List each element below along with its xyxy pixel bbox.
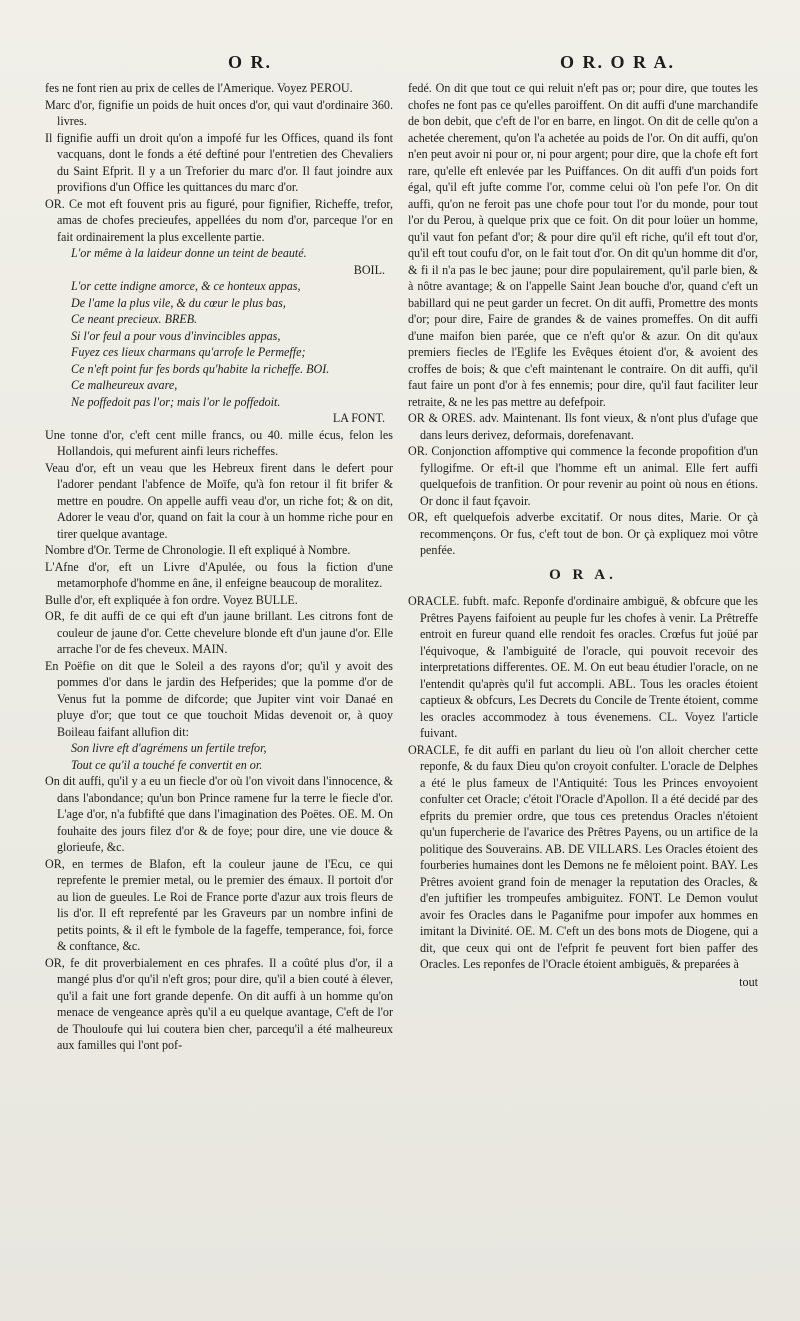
right-column-entry-2: OR. Conjonction affomptive qui commence la feconde propofition d'un fyllogifme. Or eft-il que l'homme eft un animal. Elle fert auffi quelquefois de tranfition. Or pour revenir au point où nous en étions. Or donc il faut fçavoir. — [408, 444, 758, 508]
left-column-verse-7: De l'ame la plus vile, & du cœur le plus bas, — [71, 295, 286, 310]
right-column-cont-0: fedé. On dit que tout ce qui reluit n'eft pas or; pour dire, que toutes les chofes ne font pas ce qu'elles paroiffent. On dit auffi d'une marchandife de bon debit, que c'eft de l'or en barre, en lingot. On dit de celle qu'on a achetée cherement, qu'on l'a achetée au poids de l'or. On dit auffi, qu'on n'en peut avoir ni pour or, ni pour argent; pour dire, que la chofe eft fort rare, qu'elle eft enlevée par les Puiffances. On dit auffi d'un poids fort égal, qu'il eft jufte comme l'or, comme celui où l'on pefe l'or. On dit auffi, qu'on ne feroit pas une chofe pour tout l'or du monde, pour tout l'or du Perou, à quelque prix que ce foit. On dit pour loüer un homme, qu'il vaut fon pefant d'or; & pour dire qu'il eft riche, qu'il eft tout d'or, qu'il eft tout coufu d'or, on le fait tout d'or. On dit qu'un homme dit d'or, & fi il n'a pas le bec jaune; pour dire populairement, qu'il parle bien, & à nôtre avantage; & on l'appelle Saint Jean bouche d'or, quand c'eft un babillard qui ne peut garder un fecret. On dit auffi, Promettre des monts d'or; pour dire, Faire de grandes & de vaines promeffes. On dit auffi d'une maifon bien parée, que ce n'eft qu'or & azur. On dit qu'aux premiers fiecles de l'Eglife les Evêques étoient d'or, & avoient des croffes de bois; & que c'eft maintenant le contraire. On dit auffi, qu'il faut faire un pont d'or à fes ennemis; pour dire, qu'il faut faciliter leur retraite, & ne les pas mettre au defefpoir. — [408, 81, 758, 409]
left-column-verse-11: Ce n'eft point fur fes bords qu'habite la richeffe. BOI. — [71, 361, 330, 376]
left-column-verse-10: Fuyez ces lieux charmans qu'arrofe le Permeffe; — [71, 345, 306, 359]
left-column-verse-12: Ce malheureux avare, — [71, 378, 178, 392]
left-column-entry-19: Bulle d'or, eft expliquée à fon ordre. Voyez BULLE. — [45, 592, 298, 607]
running-head-right: O R. O R A. — [560, 52, 676, 72]
right-column-center-4: O R A. — [549, 566, 617, 583]
right-column-entry-6: ORACLE, fe dit auffi en parlant du lieu où l'on alloit chercher cette reponfe, & du faux Dieu qu'on croyoit confulter. L'oracle de Delphes a été le plus fameux de l'Antiquité: Tous les Princes envoyoient confulter cet Oracle; c'étoit l'Oracle d'Apollon. Il a été decidé par des efprits du premier ordre, que tous ces pretendus Oracles n'étoient qu'un fupercherie de l'avarice des Prêtres Payens, ou un artifice de la politique des Souverains. AB. DE VILLARS. Les Oracles étoient des fourberies humaines dont les Demons ne fe mêloient point. BAY. Les Prêtres avoient grand foin de menager la reputation des Oracles, & d'en juftifier les trompeufes ambiguitez. FONT. Le Demon voulut avoir fes Oracles dans le Paganifme pour impofer aux hommes en imitant la Divinité. OE. M. C'eft un des bons mots de Diogene, qui a dit, que ceux qui ont de l'efprit fe peuvent fort bien paffer des Oracles. Les reponfes de l'Oracle étoient ambiguës, & preparées à — [408, 742, 758, 971]
right-column-entry-1: OR & ORES. adv. Maintenant. Ils font vieux, & n'ont plus d'ufage que dans leurs derivez, deformais, dorefenavant. — [408, 411, 758, 442]
right-column-entry-5: ORACLE. fubft. mafc. Reponfe d'ordinaire ambiguë, & obfcure que les Prêtres Payens faifoient au peuple fur les chofes à venir. La Prêtreffe entroit en fureur quand elle rendoit fes oracles. Crœfus fut joüé par l'équivoque, & l'ambiguité de l'oracle, qui pouvoit recevoir des interpretations differentes. OE. M. On eut beau étudier l'oracle, on ne l'entendit qu'après qu'il fut accompli. ABL. Tous les oracles étoient captieux & obfcurs, Les Decrets du Concile de Trente étoient, comme les oracles accommodez à tous évenemens. CL. Voyez l'article fuivant. — [408, 594, 758, 740]
right-column — [408, 80, 758, 990]
left-column-cite-14: LA FONT. — [332, 411, 385, 425]
left-column-entry-3: OR. Ce mot eft fouvent pris au figuré, pour fignifier, Richeffe, trefor, amas de chofes precieufes, appellées du nom d'or, parceque l'or en fait ordinairement la plus excellente partie. — [45, 196, 393, 244]
running-head-left: O R. — [228, 52, 272, 72]
left-column-entry-2: Il fignifie auffi un droit qu'on a impofé fur les Offices, quand ils font vacquans, dont le fonds a été deftiné pour l'entretien des Chevaliers du Saint Efprit. Il y a un Treforier du marc d'or. Il faut joindre aux provifions d'un Office les quittances du marc d'or. — [45, 130, 393, 194]
left-column-verse-22: Son livre eft d'agrémens un fertile trefor, — [71, 741, 267, 755]
left-column-verse-8: Ce neant precieux. BREB. — [71, 312, 198, 326]
right-column-catch-7: tout — [739, 974, 758, 989]
right-column-entry-3: OR, eft quelquefois adverbe excitatif. Or nous dites, Marie. Or çà recommençons. Or fus, c'eft tout de bon. Or çà expliquez moi vôtre penfée. — [408, 510, 758, 557]
left-column-verse-9: Si l'or feul a pour vous d'invincibles appas, — [71, 328, 281, 343]
left-column-verse-23: Tout ce qu'il a touché fe convertit en or. — [71, 757, 263, 772]
left-column — [45, 80, 393, 1054]
left-column-entry-26: OR, fe dit proverbialement en ces phrafes. Il a coûté plus d'or, il a mangé plus d'or qu'il n'eft gros; pour dire, qu'il a bien couté à élever, qu'il a fait une fort grande depenfe. On dit auffi à un homme qu'on menace de vengeance après qu'il a eu quelque avantage, C'eft de l'or de Thouloufe qui lui coutera bien cher, parcequ'il a été malheureux aux familles qui l'ont pof- — [45, 955, 393, 1052]
left-column-verse-13: Ne poffedoit pas l'or; mais l'or le poffedoit. — [71, 394, 281, 409]
left-column-entry-20: OR, fe dit auffi de ce qui eft d'un jaune brillant. Les citrons font de couleur de jaune d'or. Cette chevelure blonde eft d'un jaune d'or. Elle arrache l'or de fes cheveux. MAIN. — [45, 609, 393, 656]
left-column-entry-16: Veau d'or, eft un veau que les Hebreux firent dans le defert pour l'adorer pendant l'abfence de Moïfe, qu'à fon retour il fit brifer & mettre en poudre. On appelle auffi veau d'or, un riche fot; & on dit, Adorer le veau d'or, quand on fait la cour à un homme riche pour en tirer quelque avantage. — [45, 460, 393, 541]
left-column-entry-15: Une tonne d'or, c'eft cent mille francs, ou 40. mille écus, felon les Hollandois, qui mefurent ainfi leurs richeffes. — [45, 427, 393, 458]
left-column-entry-24: On dit auffi, qu'il y a eu un fiecle d'or où l'on vivoit dans l'innocence, & dans l'abondance; qu'un bon Prince ramene fur la terre le fiecle d'or. L'age d'or, n'a fubfifté que dans l'imagination des Poëtes. OE. M. On fouhaite des jours filez d'or & de foye; pour dire, une vie douce & glorieufe, &c. — [45, 774, 393, 854]
left-column-entry-21: En Poëfie on dit que le Soleil a des rayons d'or; qu'il y avoit des pommes d'or dans le jardin des Hefperides; que la pomme d'or de Venus fut la pomme de difcorde; que Jupiter vint voir Danaé en pluye d'or; que tout ce que touchoit Midas devenoit or, à quoy Boileau faifant allufion dit: — [45, 658, 393, 739]
left-column-cite-5: BOIL. — [353, 262, 385, 277]
left-column-entry-17: Nombre d'Or. Terme de Chronologie. Il eft expliqué à Nombre. — [45, 543, 351, 557]
left-column-entry-18: L'Afne d'or, eft un Livre d'Apulée, ou fous la fiction d'une metamorphofe d'homme en âne, il enfeigne beaucoup de moralitez. — [45, 559, 393, 590]
left-column-entry-25: OR, en termes de Blafon, eft la couleur jaune de l'Ecu, ce qui reprefente le premier metal, ou le premier des émaux. Il portoit d'or au lion de gueules. Le Roi de France porte d'azur aux trois fleurs de lis d'or. Il eft reprefenté par les Graveurs par un nombre infini de petits points, & il eft le fymbole de la fageffe, temperance, foi, force & conftance, &c. — [45, 856, 393, 953]
left-column-entry-1: Marc d'or, fignifie un poids de huit onces d'or, qui vaut d'ordinaire 360. livres. — [45, 97, 393, 128]
left-column-cont-0: fes ne font rien au prix de celles de l'Amerique. Voyez PEROU. — [45, 81, 353, 95]
left-column-verse-6: L'or cette indigne amorce, & ce honteux appas, — [71, 279, 301, 293]
left-column-verse-4: L'or même à la laideur donne un teint de beauté. — [71, 246, 307, 260]
